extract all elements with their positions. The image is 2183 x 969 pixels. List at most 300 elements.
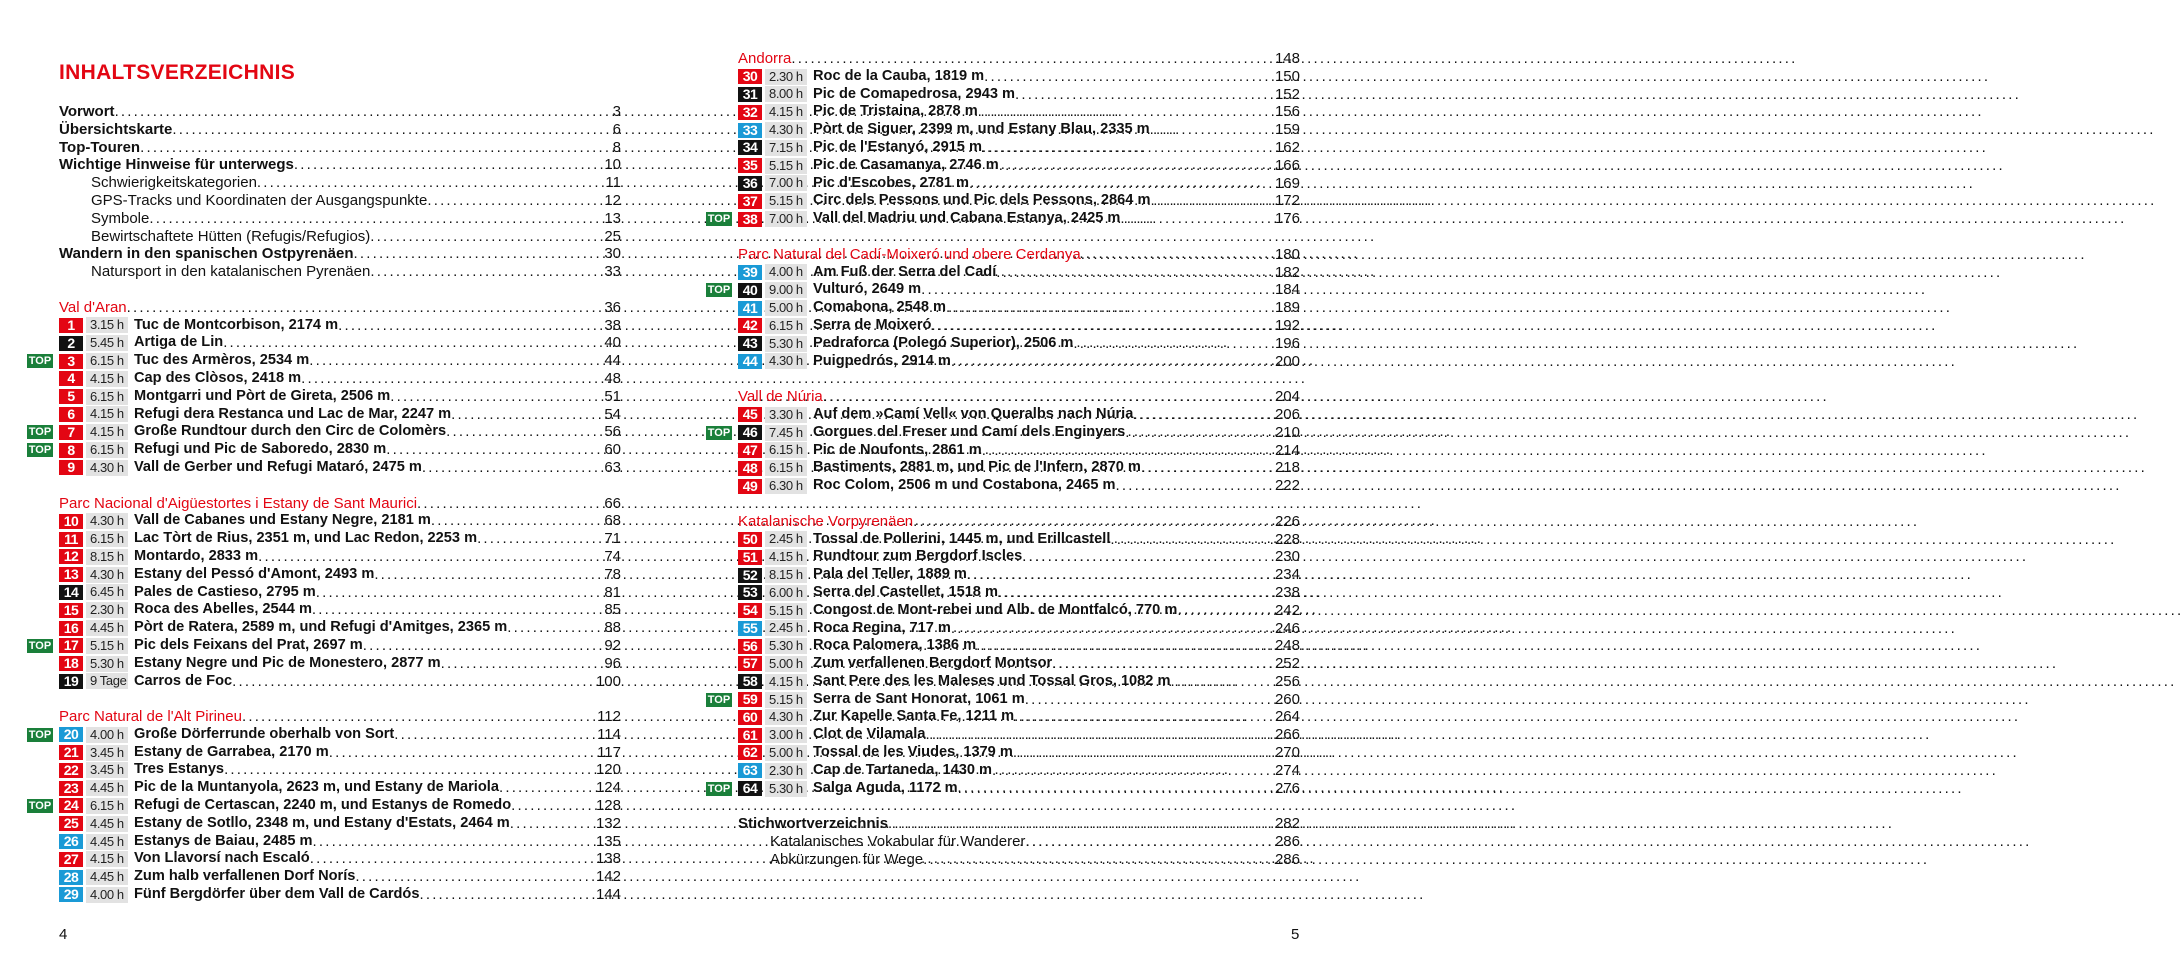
dot-leader xyxy=(431,512,604,530)
tour-entry[interactable] xyxy=(59,868,621,886)
tour-title: Estanys de Baiau, 2485 m xyxy=(134,832,313,849)
tour-number-badge: 29 xyxy=(59,887,83,902)
top-tour-badge: TOP xyxy=(28,426,52,439)
tour-duration: 2.45 h xyxy=(765,531,807,547)
tour-entry[interactable] xyxy=(738,726,1300,744)
dot-leader xyxy=(1110,531,1275,549)
tour-entry[interactable] xyxy=(738,477,1300,495)
tour-entry[interactable] xyxy=(738,548,1300,566)
tour-page: 71 xyxy=(604,530,621,548)
tour-duration: 6.30 h xyxy=(765,478,807,494)
tour-page: 222 xyxy=(1274,477,1300,495)
tour-entry[interactable] xyxy=(738,335,1300,353)
tour-number-badge: 8 xyxy=(59,443,83,458)
dot-leader xyxy=(499,779,596,797)
dot-leader xyxy=(1116,477,1275,495)
tour-number-badge: 38 xyxy=(738,212,762,227)
tour-page: 234 xyxy=(1274,566,1300,584)
toc-entry[interactable] xyxy=(59,156,621,174)
tour-page: 54 xyxy=(604,405,621,423)
page-number-left: 4 xyxy=(59,926,68,943)
tour-duration: 8.00 h xyxy=(765,86,807,102)
toc-entry-title: Bewirtschaftete Hütten (Refugis/Refugios) xyxy=(91,227,371,245)
tour-number-badge: 12 xyxy=(59,549,83,564)
tour-entry[interactable] xyxy=(28,441,621,459)
tour-number-badge: 41 xyxy=(738,301,762,316)
tour-number-badge: 15 xyxy=(59,603,83,618)
toc-entry-page: 30 xyxy=(604,245,621,263)
tour-duration: 4.45 h xyxy=(86,816,128,832)
tour-entry[interactable] xyxy=(738,264,1300,282)
tour-entry[interactable] xyxy=(738,157,1300,175)
tour-entry[interactable] xyxy=(59,370,621,388)
tour-title: Vall del Madriu und Cabana Estanya, 2425 m xyxy=(813,210,1121,227)
tour-page: 276 xyxy=(1274,779,1300,797)
tour-page: 48 xyxy=(604,369,621,387)
tour-entry[interactable] xyxy=(28,423,621,441)
dot-leader xyxy=(992,762,1275,780)
tour-entry[interactable] xyxy=(707,281,1300,299)
tour-number-badge: 62 xyxy=(738,745,762,760)
tour-entry[interactable] xyxy=(738,744,1300,762)
dot-leader xyxy=(1015,86,1275,104)
dot-leader xyxy=(301,370,604,388)
toc-entry-title: Schwierigkeitskategorien xyxy=(91,174,257,192)
section-heading[interactable] xyxy=(738,50,1300,68)
dot-leader xyxy=(969,175,1275,193)
tour-duration: 6.15 h xyxy=(765,318,807,334)
tour-title: Tuc des Armèros, 2534 m xyxy=(134,352,310,369)
tour-duration: 5.30 h xyxy=(765,781,807,797)
tour-entry[interactable] xyxy=(28,352,621,370)
tour-entry[interactable] xyxy=(738,620,1300,638)
tour-duration: 6.00 h xyxy=(765,585,807,601)
tour-entry[interactable] xyxy=(59,833,621,851)
tour-number-badge: 31 xyxy=(738,87,762,102)
dot-leader xyxy=(312,601,604,619)
dot-leader xyxy=(242,708,597,726)
section-heading[interactable] xyxy=(738,513,1300,531)
tour-duration: 7.45 h xyxy=(765,425,807,441)
tour-entry[interactable] xyxy=(707,779,1300,798)
tour-page: 85 xyxy=(604,601,621,619)
tour-title: Pic de la Muntanyola, 2623 m, und Estany de Mariola xyxy=(134,779,499,796)
tour-entry[interactable] xyxy=(738,103,1300,121)
dot-leader xyxy=(931,317,1275,335)
toc-entry-page: 11 xyxy=(605,174,621,192)
tour-title: Comabona, 2548 m xyxy=(813,299,947,316)
tour-entry[interactable] xyxy=(738,406,1300,424)
toc-entry-page: 286 xyxy=(1274,833,1300,851)
top-tour-badge: TOP xyxy=(707,213,731,226)
tour-number-badge: 5 xyxy=(59,389,83,404)
tour-page: 138 xyxy=(595,850,621,868)
tour-title: Vall de Cabanes und Estany Negre, 2181 m xyxy=(134,512,431,529)
top-tour-badge: TOP xyxy=(707,693,731,706)
tour-number-badge: 2 xyxy=(59,336,83,351)
tour-page: 184 xyxy=(1274,281,1300,299)
tour-duration: 3.30 h xyxy=(765,407,807,423)
tour-number-badge: 40 xyxy=(738,283,762,298)
tour-title: Pedraforca (Polegó Superior), 2506 m xyxy=(813,334,1074,351)
tour-number-badge: 26 xyxy=(59,834,83,849)
tour-page: 51 xyxy=(604,387,621,405)
dot-leader xyxy=(441,655,605,673)
toc-entry[interactable] xyxy=(59,192,621,210)
tour-page: 44 xyxy=(604,352,621,370)
tour-page: 152 xyxy=(1274,85,1300,103)
tour-entry[interactable] xyxy=(738,673,1300,691)
toc-entry[interactable] xyxy=(738,815,1300,833)
toc-entry[interactable] xyxy=(59,121,621,139)
dot-leader xyxy=(477,530,604,548)
tour-number-badge: 52 xyxy=(738,568,762,583)
tour-page: 172 xyxy=(1274,192,1300,210)
tour-entry[interactable] xyxy=(59,388,621,406)
tour-number-badge: 60 xyxy=(738,710,762,725)
tour-entry[interactable] xyxy=(707,423,1300,442)
tour-entry[interactable] xyxy=(59,886,621,904)
tour-entry[interactable] xyxy=(59,406,621,424)
tour-duration: 3.45 h xyxy=(86,762,128,778)
tour-title: Artiga de Lin xyxy=(134,334,224,351)
top-tour-badge: TOP xyxy=(28,728,52,741)
tour-number-badge: 63 xyxy=(738,763,762,778)
tour-duration: 2.30 h xyxy=(765,69,807,85)
dot-leader xyxy=(140,139,613,157)
tour-title: Pic de l'Estanyó, 2915 m xyxy=(813,138,982,155)
dot-leader xyxy=(419,886,596,904)
toc-entry-title: Übersichtskarte xyxy=(59,120,173,138)
tour-entry[interactable] xyxy=(738,584,1300,602)
tour-title: Zur Kapelle Santa Fe, 1211 m xyxy=(813,708,1015,725)
toc-entry[interactable] xyxy=(59,210,621,228)
dot-leader xyxy=(172,121,612,139)
tour-entry[interactable] xyxy=(59,673,621,691)
tour-title: Rundtour zum Bergdorf Iscles xyxy=(813,548,1023,565)
dot-leader xyxy=(913,513,1275,531)
tour-entry[interactable] xyxy=(738,68,1300,86)
tour-entry[interactable] xyxy=(738,192,1300,210)
tour-entry[interactable] xyxy=(707,210,1300,228)
tour-title: Pòrt de Siguer, 2399 m, und Estany Blau, 2335 m xyxy=(813,121,1150,138)
toc-entry[interactable] xyxy=(738,851,1300,869)
tour-duration: 4.15 h xyxy=(86,406,128,422)
tour-duration: 4.30 h xyxy=(86,513,128,529)
tour-number-badge: 11 xyxy=(59,532,83,547)
tour-page: 159 xyxy=(1274,121,1300,139)
toc-entry[interactable] xyxy=(738,833,1300,851)
tour-entry[interactable] xyxy=(738,121,1300,139)
tour-title: Clot de Vilamala xyxy=(813,726,926,743)
tour-title: Cap des Clòsos, 2418 m xyxy=(134,369,302,386)
tour-entry[interactable] xyxy=(707,690,1300,709)
tour-duration: 5.15 h xyxy=(86,638,128,654)
toc-entry[interactable] xyxy=(59,174,621,192)
tour-page: 248 xyxy=(1274,637,1300,655)
section-heading[interactable] xyxy=(738,246,1300,264)
toc-entry-page: 33 xyxy=(604,263,621,281)
toc-entry-title: Wandern in den spanischen Ostpyrenäen xyxy=(59,245,354,263)
section-heading-title: Parc Natural de l'Alt Pirineu xyxy=(59,708,242,726)
section-heading[interactable] xyxy=(59,299,621,317)
section-heading[interactable] xyxy=(59,495,621,513)
tour-duration: 4.45 h xyxy=(86,869,128,885)
dot-leader xyxy=(338,317,604,335)
tour-entry[interactable] xyxy=(738,566,1300,584)
tour-entry[interactable] xyxy=(59,512,621,530)
spacer xyxy=(738,228,1300,246)
dot-leader xyxy=(417,495,604,513)
dot-leader xyxy=(258,548,604,566)
tour-page: 260 xyxy=(1274,690,1300,708)
tour-title: Refugi und Pic de Saboredo, 2830 m xyxy=(134,441,387,458)
tour-entry[interactable] xyxy=(28,725,621,744)
dot-leader xyxy=(1170,673,1275,691)
dot-leader xyxy=(115,103,613,121)
dot-leader xyxy=(370,263,604,281)
section-heading[interactable] xyxy=(738,388,1300,406)
section-heading[interactable] xyxy=(59,708,621,726)
tour-duration: 3.15 h xyxy=(86,317,128,333)
tour-title: Pic d'Escobes, 2781 m xyxy=(813,174,969,191)
tour-entry[interactable] xyxy=(59,459,621,477)
tour-number-badge: 17 xyxy=(59,638,83,653)
tour-duration: 4.15 h xyxy=(86,424,128,440)
dot-leader xyxy=(507,619,604,637)
tour-duration: 4.00 h xyxy=(86,727,128,743)
tour-number-badge: 13 xyxy=(59,567,83,582)
toc-right-page xyxy=(707,50,1300,869)
tour-number-badge: 45 xyxy=(738,407,762,422)
tour-page: 74 xyxy=(604,547,621,565)
tour-entry[interactable] xyxy=(59,548,621,566)
tour-title: Montardo, 2833 m xyxy=(134,547,259,564)
tour-number-badge: 49 xyxy=(738,479,762,494)
toc-entry[interactable] xyxy=(59,103,621,121)
dot-leader xyxy=(967,566,1275,584)
toc-entry[interactable] xyxy=(59,228,621,246)
section-heading-title: Parc Nacional d'Aigüestortes i Estany de Sant Maurici xyxy=(59,494,418,512)
tour-duration: 4.00 h xyxy=(86,887,128,903)
page-title: INHALTSVERZEICHNIS xyxy=(59,61,296,84)
tour-number-badge: 58 xyxy=(738,674,762,689)
dot-leader xyxy=(427,192,604,210)
dot-leader xyxy=(1013,744,1275,762)
dot-leader xyxy=(951,353,1275,371)
tour-entry[interactable] xyxy=(59,584,621,602)
tour-entry[interactable] xyxy=(59,761,621,779)
toc-entry-page: 25 xyxy=(604,227,621,245)
dot-leader xyxy=(316,584,605,602)
dot-leader xyxy=(923,851,1275,869)
tour-entry[interactable] xyxy=(59,619,621,637)
tour-page: 242 xyxy=(1274,601,1300,619)
tour-duration: 6.15 h xyxy=(765,442,807,458)
tour-duration: 5.15 h xyxy=(765,158,807,174)
tour-duration: 4.45 h xyxy=(86,780,128,796)
tour-page: 162 xyxy=(1274,138,1300,156)
toc-entry[interactable] xyxy=(59,263,621,281)
tour-title: Pales de Castieso, 2795 m xyxy=(134,583,316,600)
tour-title: Circ dels Pessons und Pic dels Pessons, 2864 m xyxy=(813,192,1151,209)
tour-page: 166 xyxy=(1274,156,1300,174)
tour-number-badge: 30 xyxy=(738,69,762,84)
toc-entry-title: Katalanisches Vokabular für Wanderer xyxy=(770,833,1026,851)
tour-page: 206 xyxy=(1274,405,1300,423)
tour-number-badge: 57 xyxy=(738,656,762,671)
tour-page: 252 xyxy=(1274,655,1300,673)
toc-entry[interactable] xyxy=(59,245,621,263)
tour-entry[interactable] xyxy=(59,779,621,797)
tour-entry[interactable] xyxy=(738,655,1300,673)
tour-entry[interactable] xyxy=(28,636,621,655)
tour-entry[interactable] xyxy=(738,86,1300,104)
tour-title: Vulturó, 2649 m xyxy=(813,281,922,298)
tour-duration: 4.15 h xyxy=(86,371,128,387)
dot-leader xyxy=(374,566,604,584)
dot-leader xyxy=(329,744,597,762)
tour-duration: 5.00 h xyxy=(765,656,807,672)
dot-leader xyxy=(1052,655,1275,673)
tour-page: 196 xyxy=(1274,334,1300,352)
dot-leader xyxy=(1125,424,1275,442)
tour-duration: 6.45 h xyxy=(86,584,128,600)
tour-title: Tossal de Pollerini, 1445 m, und Erillcastell xyxy=(813,530,1111,547)
tour-entry[interactable] xyxy=(59,601,621,619)
dot-leader xyxy=(996,264,1275,282)
tour-duration: 6.15 h xyxy=(86,389,128,405)
toc-entry-title: Abkürzungen für Wege xyxy=(770,850,924,868)
tour-entry[interactable] xyxy=(59,655,621,673)
tour-page: 230 xyxy=(1274,548,1300,566)
toc-left-page xyxy=(28,103,621,904)
dot-leader xyxy=(1150,192,1275,210)
tour-number-badge: 59 xyxy=(738,692,762,707)
tour-title: Estany Negre und Pic de Monestero, 2877 m xyxy=(134,654,441,671)
tour-title: Roca Palomera, 1386 m xyxy=(813,637,977,654)
toc-entry-title: Natursport in den katalanischen Pyrenäen xyxy=(91,263,371,281)
tour-number-badge: 34 xyxy=(738,140,762,155)
tour-title: Puigpedrós, 2914 m xyxy=(813,352,951,369)
tour-duration: 5.30 h xyxy=(765,638,807,654)
tour-page: 142 xyxy=(595,868,621,886)
toc-entry[interactable] xyxy=(59,139,621,157)
tour-page: 169 xyxy=(1274,174,1300,192)
tour-duration: 4.30 h xyxy=(86,460,128,476)
tour-title: Serra de Moixeró xyxy=(813,316,932,333)
tour-page: 256 xyxy=(1274,672,1300,690)
tour-entry[interactable] xyxy=(738,139,1300,157)
tour-duration: 7.15 h xyxy=(765,140,807,156)
tour-page: 63 xyxy=(604,458,621,476)
tour-title: Gorgues del Freser und Camí dels Enginyers xyxy=(813,423,1126,440)
top-tour-badge: TOP xyxy=(28,800,52,813)
tour-entry[interactable] xyxy=(738,299,1300,317)
dot-leader xyxy=(791,50,1275,68)
tour-duration: 4.15 h xyxy=(765,549,807,565)
dot-leader xyxy=(958,780,1275,798)
dot-leader xyxy=(946,299,1275,317)
tour-duration: 5.30 h xyxy=(86,656,128,672)
toc-entry-page: 6 xyxy=(612,120,621,138)
section-heading-title: Vall de Núria xyxy=(738,388,823,406)
tour-title: Pic de Comapedrosa, 2943 m xyxy=(813,85,1015,102)
tour-entry[interactable] xyxy=(738,442,1300,460)
tour-duration: 5.15 h xyxy=(765,692,807,708)
tour-page: 81 xyxy=(604,583,621,601)
tour-page: 96 xyxy=(604,654,621,672)
tour-entry[interactable] xyxy=(738,637,1300,655)
tour-title: Pic de Casamanya, 2746 m xyxy=(813,156,999,173)
tour-number-badge: 23 xyxy=(59,781,83,796)
tour-entry[interactable] xyxy=(738,175,1300,193)
dot-leader xyxy=(363,637,605,655)
tour-entry[interactable] xyxy=(59,317,621,335)
tour-number-badge: 55 xyxy=(738,621,762,636)
tour-number-badge: 42 xyxy=(738,318,762,333)
toc-entry-page: 3 xyxy=(612,103,621,120)
tour-title: Refugi dera Restanca und Lac de Mar, 2247 m xyxy=(134,405,452,422)
tour-page: 238 xyxy=(1274,583,1300,601)
top-tour-badge: TOP xyxy=(707,284,731,297)
tour-title: Pic dels Feixans del Prat, 2697 m xyxy=(134,636,363,653)
tour-entry[interactable] xyxy=(738,317,1300,335)
tour-title: Estany del Pessó d'Amont, 2493 m xyxy=(134,565,375,582)
tour-number-badge: 37 xyxy=(738,194,762,209)
tour-entry[interactable] xyxy=(59,334,621,352)
tour-title: Estany de Sotllo, 2348 m, und Estany d'Estats, 2464 m xyxy=(134,814,510,831)
tour-entry[interactable] xyxy=(59,815,621,833)
dot-leader xyxy=(223,334,604,352)
tour-entry[interactable] xyxy=(59,850,621,868)
spacer xyxy=(738,495,1300,513)
tour-duration: 6.15 h xyxy=(86,531,128,547)
tour-number-badge: 64 xyxy=(738,781,762,796)
tour-title: Montgarri und Pòrt de Gireta, 2506 m xyxy=(134,387,391,404)
tour-entry[interactable] xyxy=(59,566,621,584)
tour-number-badge: 39 xyxy=(738,265,762,280)
tour-title: Refugi de Certascan, 2240 m, und Estanys de Romedo xyxy=(134,797,512,814)
tour-entry[interactable] xyxy=(59,530,621,548)
tour-number-badge: 10 xyxy=(59,514,83,529)
dot-leader xyxy=(1081,246,1275,264)
dot-leader xyxy=(1025,833,1275,851)
tour-page: 156 xyxy=(1274,103,1300,121)
dot-leader xyxy=(982,442,1275,460)
dot-leader xyxy=(888,815,1275,833)
tour-entry[interactable] xyxy=(738,531,1300,549)
tour-entry[interactable] xyxy=(59,744,621,762)
tour-page: 192 xyxy=(1274,316,1300,334)
tour-entry[interactable] xyxy=(738,762,1300,780)
tour-title: Cap de Tartaneda, 1430 m xyxy=(813,761,992,778)
tour-number-badge: 36 xyxy=(738,176,762,191)
tour-duration: 4.45 h xyxy=(86,620,128,636)
tour-page: 132 xyxy=(595,814,621,832)
tour-entry[interactable] xyxy=(738,708,1300,726)
tour-entry[interactable] xyxy=(738,459,1300,477)
tour-entry[interactable] xyxy=(738,602,1300,620)
tour-entry[interactable] xyxy=(28,797,621,815)
tour-title: Bastiments, 2881 m, und Pic de l'Infern, 2870 m xyxy=(813,459,1141,476)
tour-page: 144 xyxy=(595,886,621,904)
tour-title: Pic de Noufonts, 2861 m xyxy=(813,441,982,458)
tour-title: Estany de Garrabea, 2170 m xyxy=(134,743,329,760)
tour-entry[interactable] xyxy=(738,353,1300,371)
tour-title: Vall de Gerber und Refugi Mataró, 2475 m xyxy=(134,458,422,475)
tour-page: 266 xyxy=(1274,726,1300,744)
